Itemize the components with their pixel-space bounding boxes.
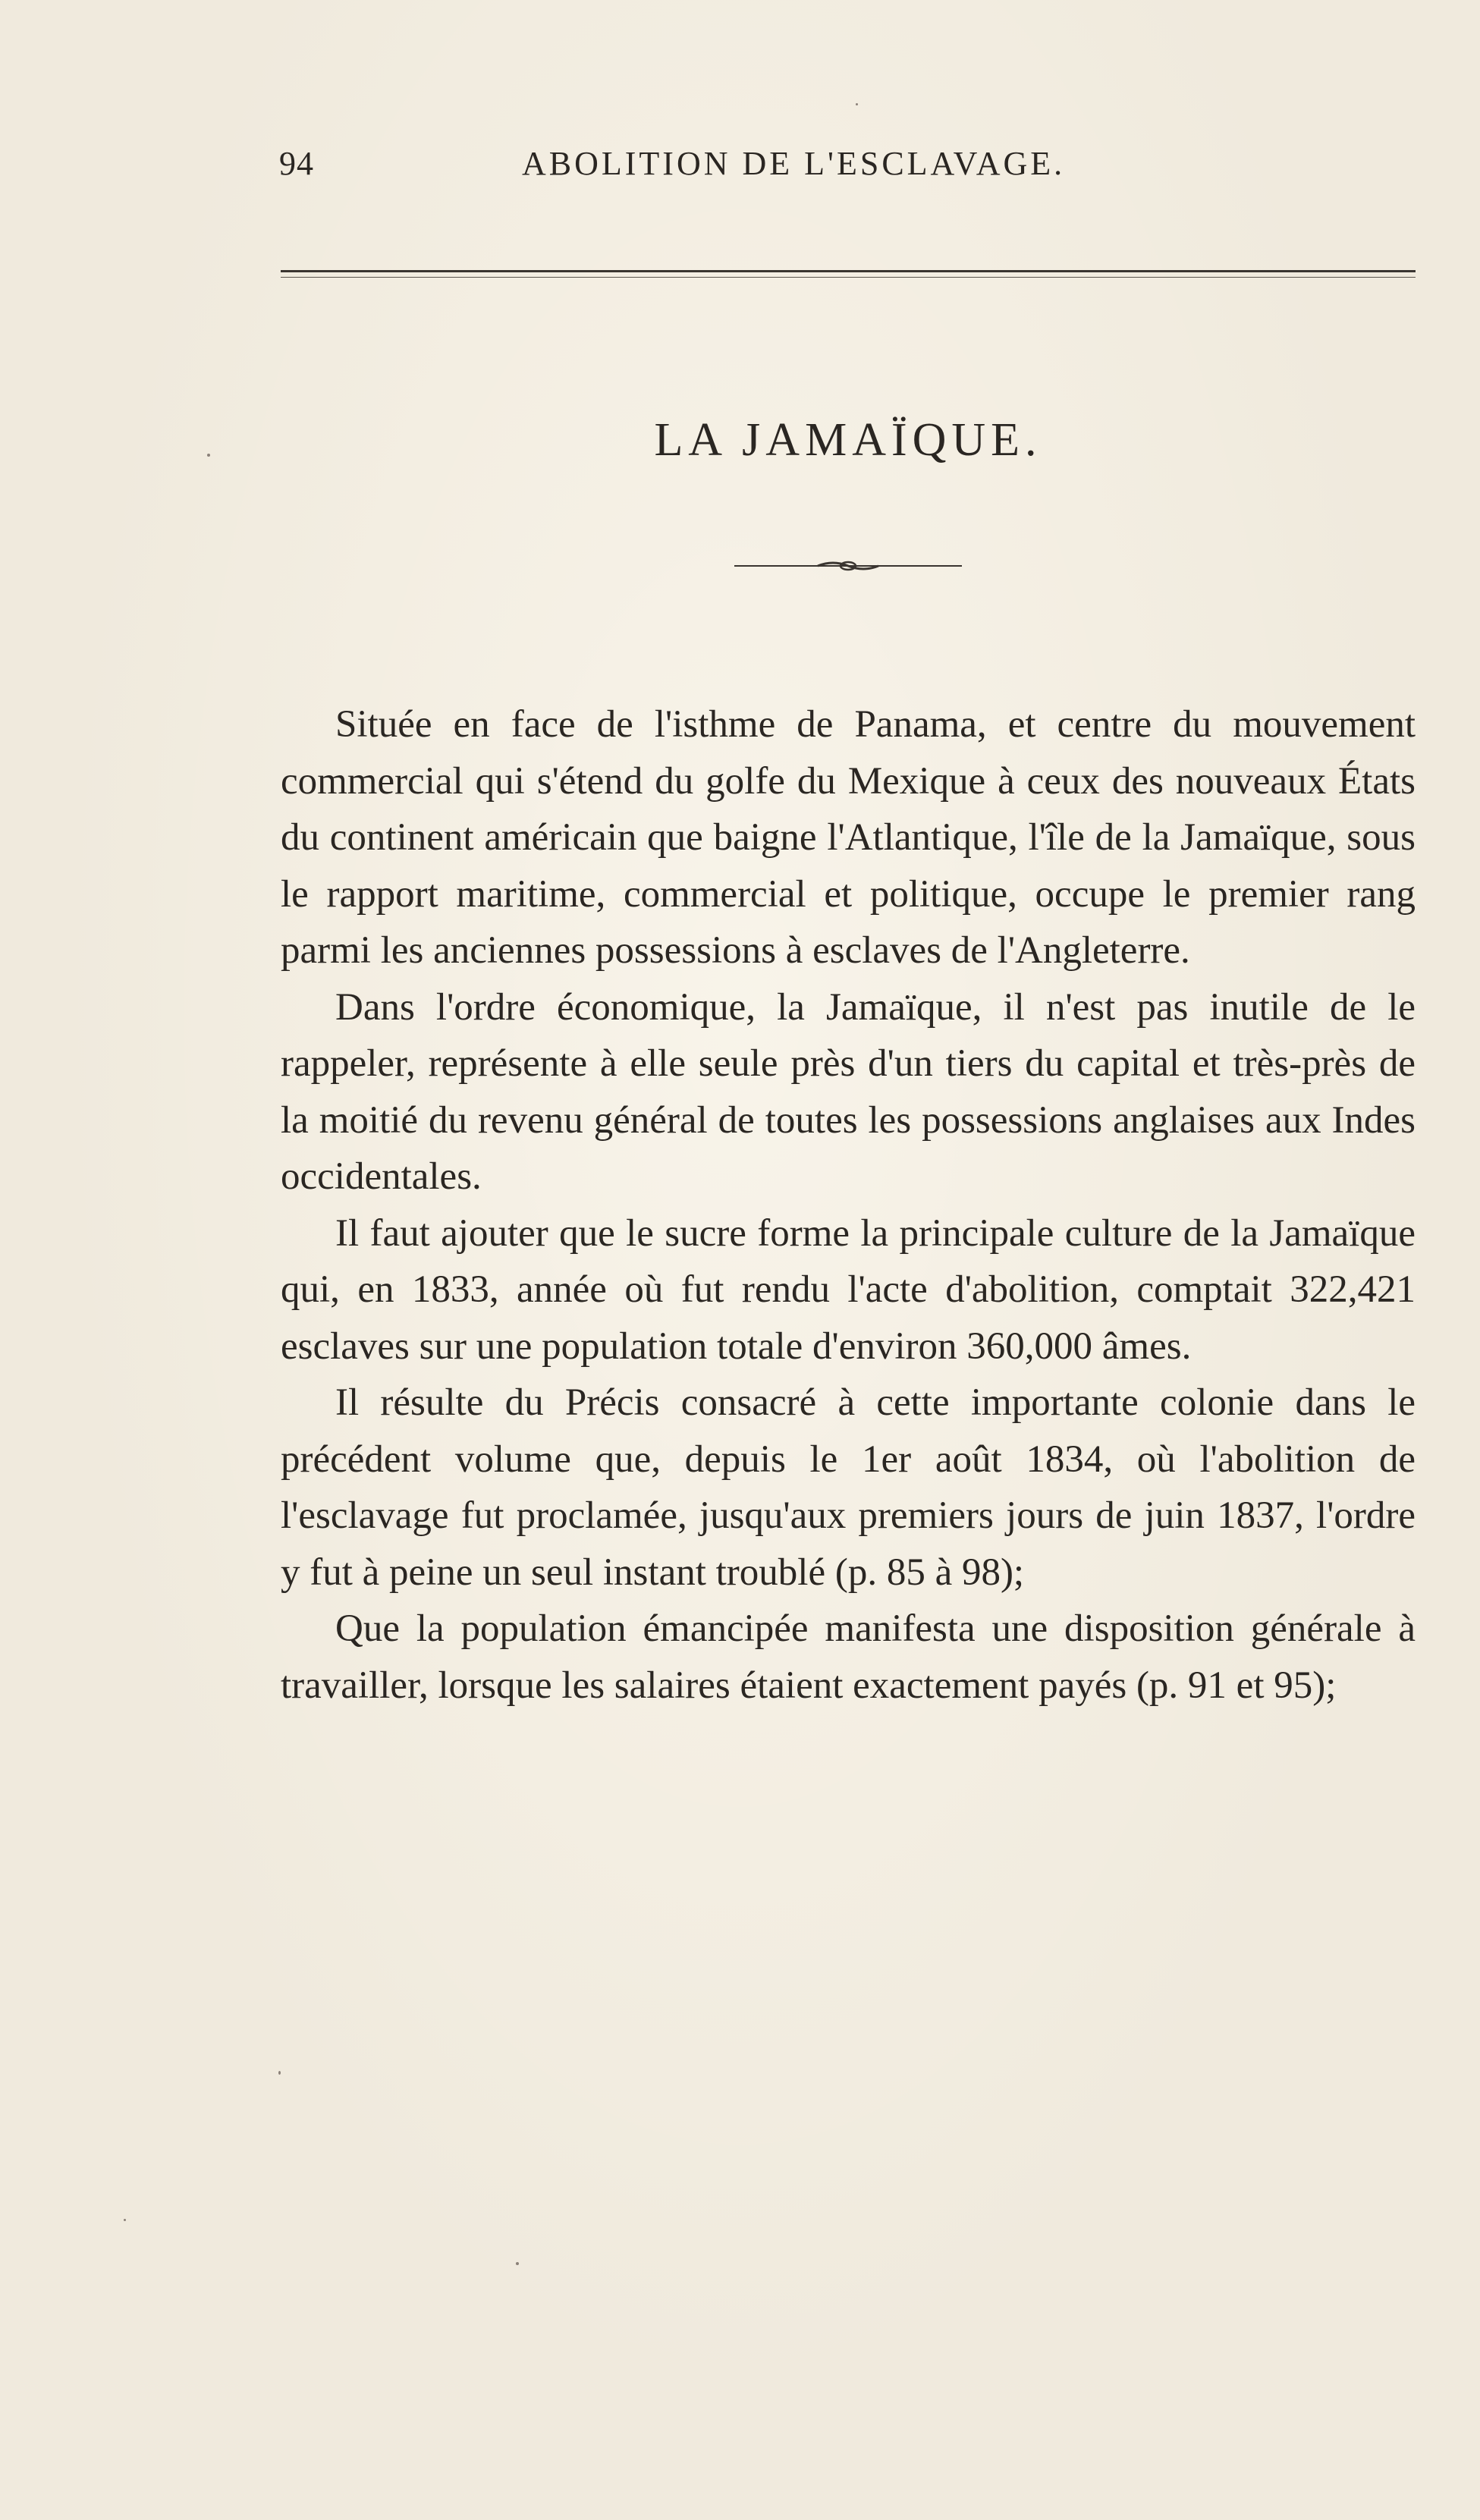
header-rule-thick — [281, 270, 1416, 272]
paragraph: Située en face de l'isthme de Panama, et centre du mouvement commercial qui s'étend du golfe du Mexique à ceux des nouveaux États du continent américain que baigne l'Atlantique, l'île de la Jamaïque, sous le rapport maritime, commercial et politique, occupe le premier rang parmi les anciennes possessions à esclaves de l'Angleterre. — [281, 703, 1416, 972]
header-rule-thin — [281, 277, 1416, 278]
paragraph: Dans l'ordre économique, la Jamaïque, il n'est pas inutile de le rappeler, représente à elle seule près d'un tiers du capital et très-près de la moitié du revenu général de toutes les possessions anglaises aux Indes occidentales. — [281, 985, 1416, 1198]
paper-speck — [124, 2219, 126, 2221]
page-number: 94 — [279, 145, 314, 182]
paragraph: Que la population émancipée manifesta une disposition générale à travailler, lorsque les salaires étaient exactement payés (p. 91 et 95); — [281, 1607, 1416, 1707]
paper-speck — [856, 103, 858, 105]
running-head — [279, 144, 1417, 190]
paper-speck — [207, 454, 210, 457]
ornament-divider — [734, 558, 962, 573]
section-title: LA JAMAÏQUE. — [654, 414, 1042, 466]
paper-speck — [278, 2071, 281, 2075]
body-text — [281, 696, 1416, 1714]
running-title: ABOLITION DE L'ESCLAVAGE. — [522, 145, 1066, 182]
paragraph: Il résulte du Précis consacré à cette importante colonie dans le précédent volume que, depuis le 1er août 1834, où l'abolition de l'esclavage fut proclamée, jusqu'aux premiers jours de juin 1837, l'ordre y fut à peine un seul instant troublé (p. 85 à 98); — [281, 1381, 1416, 1594]
paper-speck — [516, 2262, 519, 2265]
paragraph: Il faut ajouter que le sucre forme la principale culture de la Jamaïque qui, en 1833, année où fut rendu l'acte d'abolition, comptait 322,421 esclaves sur une population totale d'environ 360,000 âmes. — [281, 1211, 1416, 1368]
